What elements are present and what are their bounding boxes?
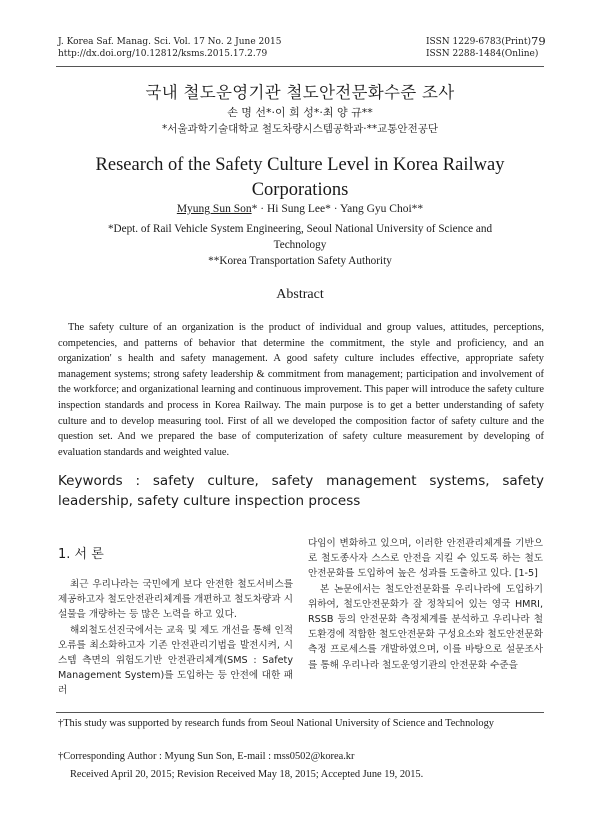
korean-authors: 손 명 선*·이 희 성*·최 양 규** xyxy=(227,106,373,119)
english-affiliation-1 xyxy=(40,221,560,253)
abstract-heading: Abstract xyxy=(276,287,324,302)
paragraph: 해외철도선진국에서는 교육 및 제도 개선을 통해 인적오류를 최소화하고자 기존 안전관리기법을 발전시켜, 시스템 측면의 위험도기반 안전관리체계(SMS : Safety Management System)를 도입하는 등 안전에 대한 패러 xyxy=(58,624,293,697)
dagger-mark: † xyxy=(58,751,64,762)
paragraph: 본 논문에서는 철도안전문화를 우리나라에 도입하기 위하여, 철도안전문화가 잘 정착되어 있는 영국 HMRI, RSSB 등의 안전문화 측정체계를 분석하고 우리나라 철도환경에 적합한 철도안전문화 구성요소와 철도안전문화 측정 프로세스를 개발하였으며, 이를 바탕으로 설문조사를 통해 우리나라 철도운영기관의 안전문화 수준을 xyxy=(308,583,543,671)
affiliation-line2: Technology xyxy=(273,239,327,251)
page-number: 79 xyxy=(531,34,546,48)
footnote-funding xyxy=(58,716,556,732)
body-column-left xyxy=(58,577,293,699)
body-column-right xyxy=(308,536,543,673)
korean-affiliation: *서울과학기술대학교 철도차량시스템공학과·**교통안전공단 xyxy=(162,123,438,135)
abstract-text: The safety culture of an organization is the product of individual and group values, attitudes, perceptions, competencies, and patterns of behavior that determine the commitment, the style and proficiency, and an organization' s health and safety management. A good safety culture includes effective, appropriate safety management systems; strong safety leadership & commitment from management; participation and involvement of the workforce; and organizational learning and continuous improvement. This paper will introduce the safety culture inspection standards and process in Korea Railway. The main purpose is to get a better understanding of safety culture and to develop measuring tool. First of all we developed the composition factor of safety culture and the question set. And we prepared the base of computerization of safety culture measurement by developing of evaluation standards and weighted value. xyxy=(58,322,544,458)
corresponding-text: Corresponding Author : Myung Sun Son, E-mail : mss0502@korea.kr xyxy=(63,751,355,762)
footnote-divider xyxy=(56,712,544,713)
other-authors: * · Hi Sung Lee* · Yang Gyu Choi** xyxy=(251,203,424,215)
english-title-line1: Research of the Safety Culture Level in Korea Railway xyxy=(95,155,505,175)
header-divider xyxy=(56,66,544,67)
dagger-mark: † xyxy=(58,718,64,729)
paragraph: 최근 우리나라는 국민에게 보다 안전한 철도서비스를 제공하고자 철도안전관리체계를 개편하고 철도차량과 시설물을 개량하는 등 많은 노력을 하고 있다. xyxy=(58,579,293,621)
paragraph: 다임이 변화하고 있으며, 이러한 안전관리체계를 기반으로 철도종사자 스스로 안전을 지킬 수 있도록 하는 철도안전문화를 도입하여 높은 성과를 도출하고 있다. [1-5] xyxy=(308,538,543,580)
english-authors xyxy=(40,203,560,215)
english-title-line2: Corporations xyxy=(251,180,349,200)
footnote-corresponding-author xyxy=(58,749,556,765)
footnote-dates: Received April 20, 2015; Revision Received May 18, 2015; Accepted June 19, 2015. xyxy=(70,769,424,780)
english-affiliation-2: **Korea Transportation Safety Authority xyxy=(208,255,392,267)
running-header-left xyxy=(58,36,281,60)
issn-online: ISSN 2288-1484(Online) xyxy=(426,49,539,59)
funding-text: This study was supported by research funds from Seoul National University of Science and Technology xyxy=(63,718,494,729)
section-heading-introduction: 1. 서 론 xyxy=(58,547,104,562)
english-title xyxy=(40,153,560,203)
doi-link[interactable]: http://dx.doi.org/10.12812/ksms.2015.17.2.79 xyxy=(58,49,268,59)
issn-print: ISSN 1229-6783(Print) xyxy=(426,37,531,47)
keywords: Keywords : safety culture, safety management systems, safety leadership, safety culture inspection process xyxy=(58,473,544,509)
first-author: Myung Sun Son xyxy=(176,203,252,215)
running-header-right xyxy=(426,36,538,60)
korean-title: 국내 철도운영기관 철도안전문화수준 조사 xyxy=(145,83,455,102)
affiliation-line1: *Dept. of Rail Vehicle System Engineering, Seoul National University of Science and xyxy=(107,223,493,235)
journal-citation: J. Korea Saf. Manag. Sci. Vol. 17 No. 2 June 2015 xyxy=(58,37,282,47)
